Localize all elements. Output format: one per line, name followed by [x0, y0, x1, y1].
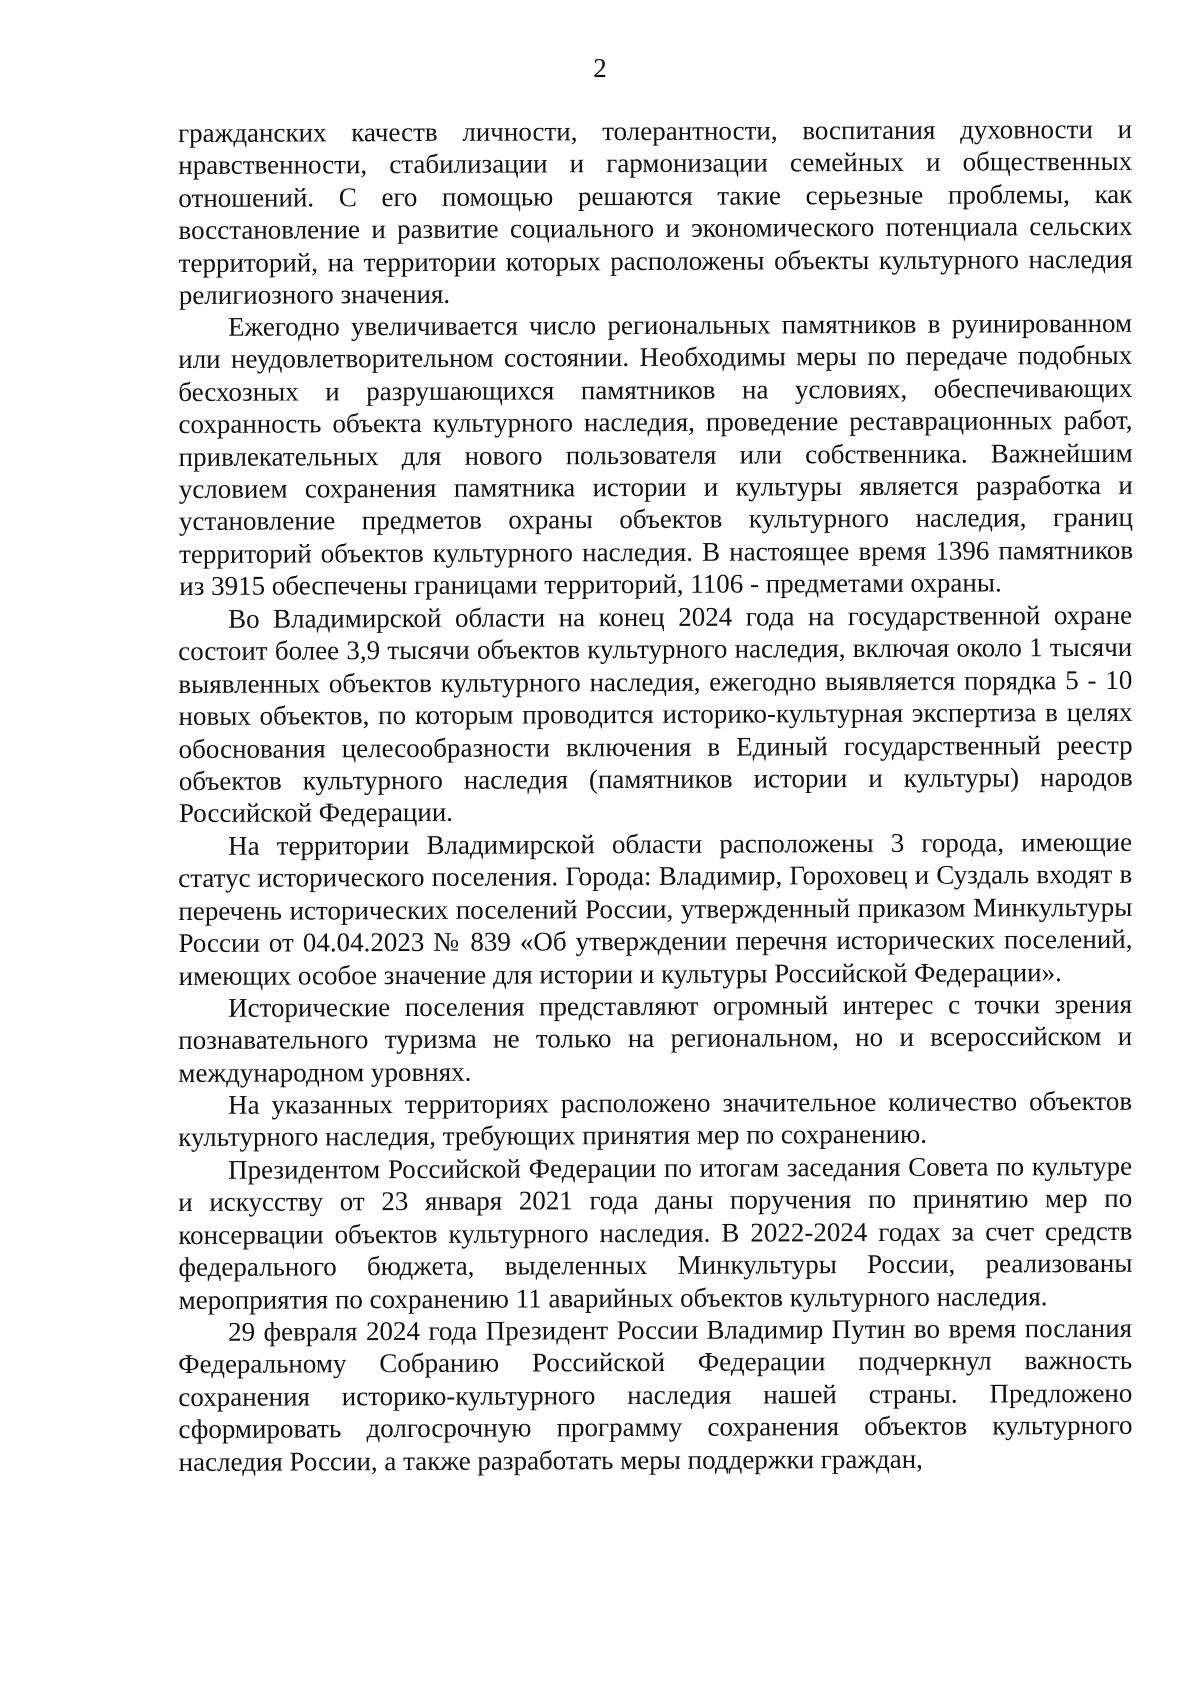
paragraph-heritage-objects-count: На указанных территориях расположено значительное количество объектов культурного наследия, требующих принятия мер по сохранению.: [178, 1086, 1133, 1153]
paragraph-dilapidated-monuments: Ежегодно увеличивается число региональных памятников в руинированном или неудовлетворительном состоянии. Необходимы меры по передаче подобных бесхозных и разрушающихся памятников на условиях, обеспечивающих сохранность объекта культурного наследия, проведение реставрационных работ, привлекательных для нового пользователя или собственника. Важнейшим условием сохранения памятника истории и культуры является разработка и установление предметов охраны объектов культурного наследия, границ территорий объектов культурного наследия. В настоящее время 1396 памятников из 3915 обеспечены границами территорий, 1106 - предметами охраны.: [178, 308, 1134, 602]
paragraph-vladimir-region-heritage: Во Владимирской области на конец 2024 года на государственной охране состоит более 3,9 тысячи объектов культурного наследия, включая около 1 тысячи выявленных объектов культурного наследия, ежегодно выявляется порядка 5 - 10 новых объектов, по которым проводится историко-культурная экспертиза в целях обоснования целесообразности включения в Единый государственный реестр объектов культурного наследия (памятников истории и культуры) народов Российской Федерации.: [178, 599, 1133, 829]
document-body: [178, 113, 1134, 1478]
paragraph-continuation: гражданских качеств личности, толерантности, воспитания духовности и нравственности, стабилизации и гармонизации семейных и общественных отношений. С его помощью решаются такие серьезные проблемы, как восстановление и развитие социального и экономического потенциала сельских территорий, на территории которых расположены объекты культурного наследия религиозного значения.: [178, 113, 1133, 311]
paragraph-tourism-interest: Исторические поселения представляют огромный интерес с точки зрения познавательного туризма не только на региональном, но и всероссийском и международном уровнях.: [178, 988, 1133, 1088]
page-number: 2: [593, 53, 607, 83]
paragraph-federal-assembly-address: 29 февраля 2024 года Президент России Владимир Путин во время послания Федеральному Собранию Российской Федерации подчеркнул важность сохранения историко-культурного наследия нашей страны. Предложено сформировать долгосрочную программу сохранения объектов культурного наследия России, а также разработать меры поддержки граждан,: [178, 1312, 1133, 1477]
paragraph-presidential-instructions: Президентом Российской Федерации по итогам заседания Совета по культуре и искусству от 23 января 2021 года даны поручения по принятию мер по консервации объектов культурного наследия. В 2022-2024 годах за счет средств федерального бюджета, выделенных Минкультуры России, реализованы мероприятия по сохранению 11 аварийных объектов культурного наследия.: [178, 1150, 1133, 1315]
paragraph-historic-settlements: На территории Владимирской области расположены 3 города, имеющие статус исторического поселения. Города: Владимир, Гороховец и Суздаль входят в перечень исторических поселений России, утвержденный приказом Минкультуры России от 04.04.2023 № 839 «Об утверждении перечня исторических поселений, имеющих особое значение для истории и культуры Российской Федерации».: [178, 826, 1133, 991]
